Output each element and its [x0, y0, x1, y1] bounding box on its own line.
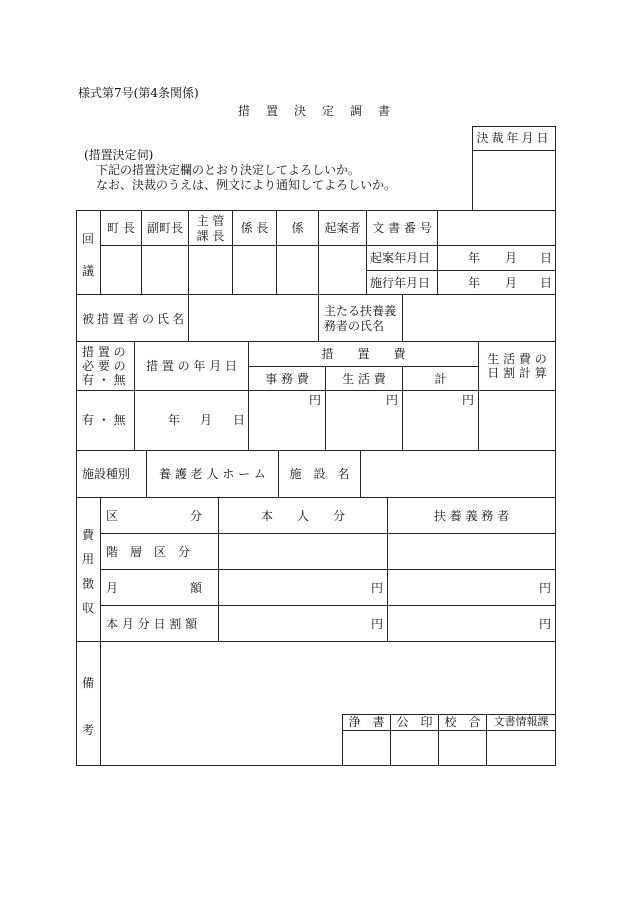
tier-self-field[interactable] — [220, 535, 386, 568]
monthly-self-field[interactable] — [220, 571, 360, 604]
fee-side-2: 用 — [82, 552, 95, 566]
page-title: 措 置 決 定 調 書 — [237, 104, 392, 118]
daily-calc-label-1: 生 活 費 の — [487, 352, 547, 366]
fee-division-label: 区 分 — [106, 509, 203, 523]
circulation-side-1: 回 — [82, 232, 95, 246]
fee-supporter-label: 扶 養 義 務 者 — [433, 509, 510, 523]
fee-side-4: 収 — [82, 601, 95, 615]
total-yen: 円 — [462, 393, 475, 407]
need-label-3: 有 ・ 無 — [82, 373, 126, 387]
measure-month: 月 — [200, 413, 213, 427]
tier-supporter-field[interactable] — [389, 535, 554, 568]
office-cost-label: 事 務 費 — [265, 372, 309, 386]
col-section-head: 係 長 — [240, 221, 269, 235]
measure-day: 日 — [233, 413, 246, 427]
exec-day: 日 — [540, 276, 553, 290]
draft-date-label: 起案年月日 — [370, 251, 431, 265]
fee-monthly-label: 月 額 — [106, 581, 203, 595]
need-label-1: 措 置 の — [82, 345, 126, 359]
living-cost-field[interactable] — [327, 406, 401, 448]
monthly-supporter-field[interactable] — [389, 571, 529, 604]
circulation-side-2: 議 — [82, 264, 95, 278]
person-name-field[interactable] — [190, 296, 316, 339]
facility-name-label: 施 設 名 — [289, 467, 350, 481]
exec-date-label: 施行年月日 — [370, 276, 431, 290]
supporter-name-field[interactable] — [404, 296, 554, 339]
col-chief-1: 主 管 — [196, 214, 225, 228]
fee-tier-label: 階 層 区 分 — [106, 545, 191, 559]
fee-self-label: 本 人 分 — [260, 509, 345, 523]
daily-supporter-yen: 円 — [539, 617, 552, 631]
measure-year: 年 — [168, 413, 181, 427]
stamp-proofread: 校 合 — [444, 715, 481, 729]
total-cost-label: 計 — [434, 372, 447, 386]
facility-type-label: 施設種別 — [82, 467, 131, 481]
monthly-self-yen: 円 — [371, 581, 384, 595]
col-mayor: 町 長 — [107, 221, 135, 235]
facility-name-field[interactable] — [362, 452, 554, 495]
supporter-label-2: 務者の氏名 — [324, 319, 385, 333]
remarks-side-1: 備 — [82, 676, 95, 690]
yes-no-value: 有 ・ 無 — [82, 413, 126, 427]
daily-calc-label-2: 日 割 計 算 — [487, 366, 547, 380]
col-doc-number: 文 書 番 号 — [372, 221, 432, 235]
col-drafter: 起案者 — [324, 221, 361, 235]
intro-line-2: なお、決裁のうえは、例文により通知してよろしいか。 — [96, 178, 397, 192]
fee-daily-label: 本 月 分 日 割 額 — [106, 617, 198, 631]
approval-date-label: 決裁年月日 — [476, 131, 552, 145]
draft-month: 月 — [505, 251, 518, 265]
daily-self-yen: 円 — [371, 617, 384, 631]
daily-self-field[interactable] — [220, 607, 360, 640]
exec-month: 月 — [505, 276, 518, 290]
total-cost-field[interactable] — [404, 406, 477, 448]
intro-heading: (措置決定伺) — [84, 148, 154, 162]
remarks-side-2: 考 — [82, 723, 95, 737]
fee-side-1: 費 — [82, 528, 95, 542]
col-deputy-mayor: 副町長 — [146, 221, 183, 235]
living-yen: 円 — [386, 393, 399, 407]
daily-supporter-field[interactable] — [389, 607, 529, 640]
cost-label: 措 置 費 — [321, 347, 406, 361]
approval-date-field[interactable] — [474, 152, 554, 208]
stamp-clean-copy: 浄 書 — [348, 715, 385, 729]
facility-type-value: 養 護 老 人 ホ ー ム — [159, 467, 266, 481]
need-label-2: 必 要 の — [82, 359, 126, 373]
office-cost-field[interactable] — [250, 406, 324, 448]
col-staff: 係 — [291, 221, 304, 235]
daily-calc-field[interactable] — [480, 368, 554, 448]
office-yen: 円 — [309, 393, 322, 407]
fee-side-3: 徴 — [82, 577, 95, 591]
remarks-field[interactable] — [102, 643, 340, 763]
measure-date-label: 措 置 の 年 月 日 — [145, 359, 238, 373]
col-chief-2: 課 長 — [196, 229, 225, 243]
intro-line-1: 下記の措置決定欄のとおり決定してよろしいか。 — [96, 163, 361, 177]
stamp-official-seal: 公 印 — [396, 715, 433, 729]
living-cost-label: 生 活 費 — [342, 372, 386, 386]
person-name-label: 被措置者の氏名 — [82, 312, 188, 326]
form-number: 様式第7号(第4条関係) — [78, 86, 199, 100]
draft-day: 日 — [540, 251, 553, 265]
draft-year: 年 — [468, 251, 481, 265]
monthly-supporter-yen: 円 — [539, 581, 552, 595]
supporter-label-1: 主たる扶養義 — [324, 304, 397, 318]
stamp-doc-info-section: 文書情報課 — [493, 715, 549, 728]
exec-year: 年 — [468, 276, 481, 290]
